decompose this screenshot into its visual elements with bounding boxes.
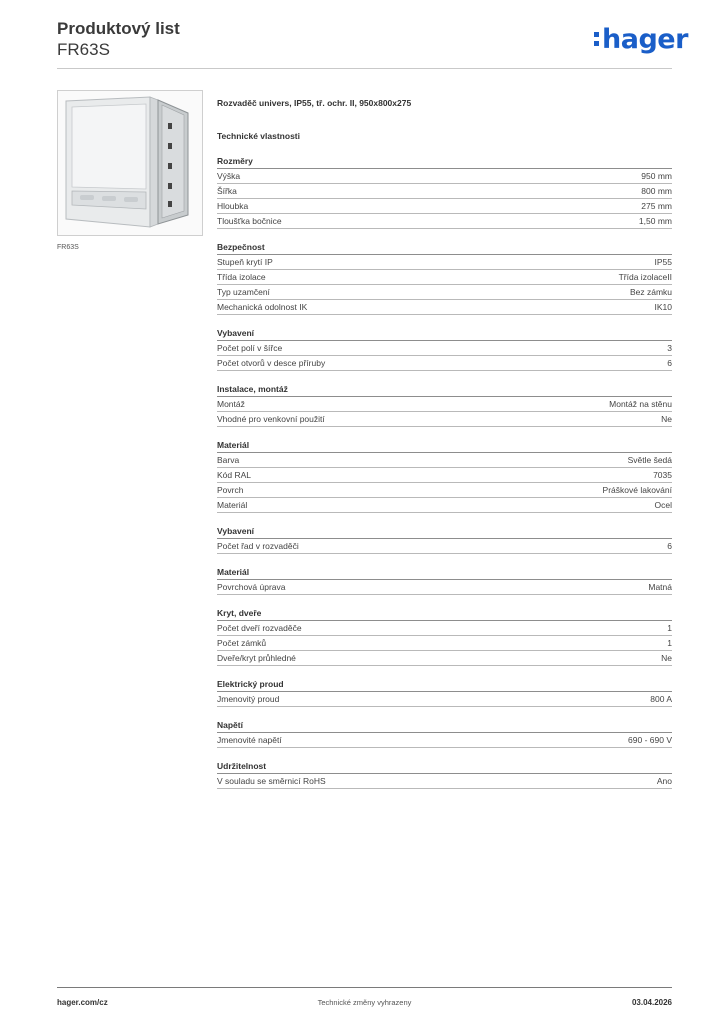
table-row [217, 169, 672, 184]
table-row [217, 184, 672, 199]
section-material [217, 438, 672, 513]
section-title: Rozměry [217, 154, 672, 169]
row-value: Ocel [654, 500, 672, 510]
table-row [217, 774, 672, 789]
row-value: 1 [667, 623, 672, 633]
row-value: 1,50 mm [638, 216, 672, 226]
row-label: Mechanická odolnost IK [217, 302, 308, 312]
section-title: Napětí [217, 718, 672, 733]
table-row [217, 255, 672, 270]
table-row [217, 300, 672, 315]
row-label: Počet zámků [217, 638, 267, 648]
row-label: Třída izolace [217, 272, 266, 282]
table-row [217, 341, 672, 356]
row-value: 3 [667, 343, 672, 353]
table-row [217, 397, 672, 412]
document-title: Produktový list [57, 19, 180, 38]
table-row [217, 733, 672, 748]
section-title: Vybavení [217, 524, 672, 539]
section-equipment [217, 326, 672, 371]
table-row [217, 483, 672, 498]
section-title: Udržitelnost [217, 759, 672, 774]
row-label: Povrchová úprava [217, 582, 286, 592]
row-value: 950 mm [641, 171, 672, 181]
row-label: Povrch [217, 485, 244, 495]
row-value: 6 [667, 541, 672, 551]
table-row [217, 468, 672, 483]
row-value: 6 [667, 358, 672, 368]
table-row [217, 692, 672, 707]
table-row [217, 214, 672, 229]
row-value: 7035 [653, 470, 672, 480]
row-value: Světle šedá [627, 455, 672, 465]
row-label: Jmenovité napětí [217, 735, 282, 745]
row-label: Počet polí v šířce [217, 343, 283, 353]
product-image [57, 90, 203, 236]
enclosure-illustration [58, 91, 202, 235]
row-label: Výška [217, 171, 241, 181]
table-row [217, 285, 672, 300]
footer-website-link[interactable]: hager.com/cz [57, 998, 108, 1007]
row-value: Ano [656, 776, 672, 786]
row-value: Ne [661, 414, 672, 424]
row-label: Dveře/kryt průhledné [217, 653, 296, 663]
row-value: Třída izolaceII [618, 272, 672, 282]
table-row [217, 270, 672, 285]
row-value: 800 mm [641, 186, 672, 196]
table-row [217, 636, 672, 651]
section-title: Materiál [217, 565, 672, 580]
row-value: 275 mm [641, 201, 672, 211]
hager-logo [594, 24, 688, 55]
footer-notice: Technické změny vyhrazeny [317, 998, 412, 1007]
table-row [217, 651, 672, 666]
section-title: Kryt, dveře [217, 606, 672, 621]
product-name: Rozvaděč univers, IP55, tř. ochr. II, 950x800x275 [217, 98, 412, 108]
technical-properties-heading: Technické vlastnosti [217, 131, 300, 141]
row-value: 1 [667, 638, 672, 648]
row-label: Typ uzamčení [217, 287, 270, 297]
row-value: Bez zámku [629, 287, 672, 297]
section-title: Materiál [217, 438, 672, 453]
row-value: Matná [648, 582, 672, 592]
footer-date: 03.04.2026 [631, 998, 672, 1007]
row-label: Jmenovitý proud [217, 694, 280, 704]
section-dimensions [217, 154, 672, 229]
logo-dots-icon [594, 30, 601, 48]
row-label: Počet dveří rozvaděče [217, 623, 302, 633]
row-value: Montáž na stěnu [609, 399, 672, 409]
section-electric-current [217, 677, 672, 707]
table-row [217, 356, 672, 371]
section-sustainability [217, 759, 672, 789]
table-row [217, 412, 672, 427]
section-material-finish [217, 565, 672, 595]
product-code: FR63S [57, 40, 110, 59]
table-row [217, 498, 672, 513]
row-value: IP55 [654, 257, 672, 267]
section-cover-doors [217, 606, 672, 666]
section-title: Bezpečnost [217, 240, 672, 255]
table-row [217, 539, 672, 554]
product-details [217, 96, 672, 789]
document-header [57, 18, 180, 60]
row-value: Ne [661, 653, 672, 663]
section-title: Vybavení [217, 326, 672, 341]
table-row [217, 453, 672, 468]
section-title: Elektrický proud [217, 677, 672, 692]
image-caption: FR63S [57, 244, 79, 251]
section-title: Instalace, montáž [217, 382, 672, 397]
table-row [217, 580, 672, 595]
row-label: Počet řad v rozvaděči [217, 541, 299, 551]
row-label: Montáž [217, 399, 245, 409]
section-installation [217, 382, 672, 427]
row-value: Práškové lakování [602, 485, 672, 495]
row-label: Počet otvorů v desce příruby [217, 358, 326, 368]
row-label: Hloubka [217, 201, 249, 211]
row-label: Vhodné pro venkovní použití [217, 414, 325, 424]
row-value: IK10 [654, 302, 672, 312]
row-label: Tloušťka bočnice [217, 216, 282, 226]
row-label: V souladu se směrnicí RoHS [217, 776, 326, 786]
logo-text: hager [602, 24, 688, 55]
row-value: 690 - 690 V [628, 735, 672, 745]
row-label: Šířka [217, 186, 237, 196]
row-label: Materiál [217, 500, 248, 510]
row-label: Stupeň krytí IP [217, 257, 273, 267]
row-label: Kód RAL [217, 470, 252, 480]
row-value: 800 A [650, 694, 672, 704]
page-footer [57, 987, 672, 1007]
header-divider [57, 68, 672, 69]
section-voltage [217, 718, 672, 748]
row-label: Barva [217, 455, 240, 465]
table-row [217, 199, 672, 214]
table-row [217, 621, 672, 636]
section-safety [217, 240, 672, 315]
section-equipment-rows [217, 524, 672, 554]
